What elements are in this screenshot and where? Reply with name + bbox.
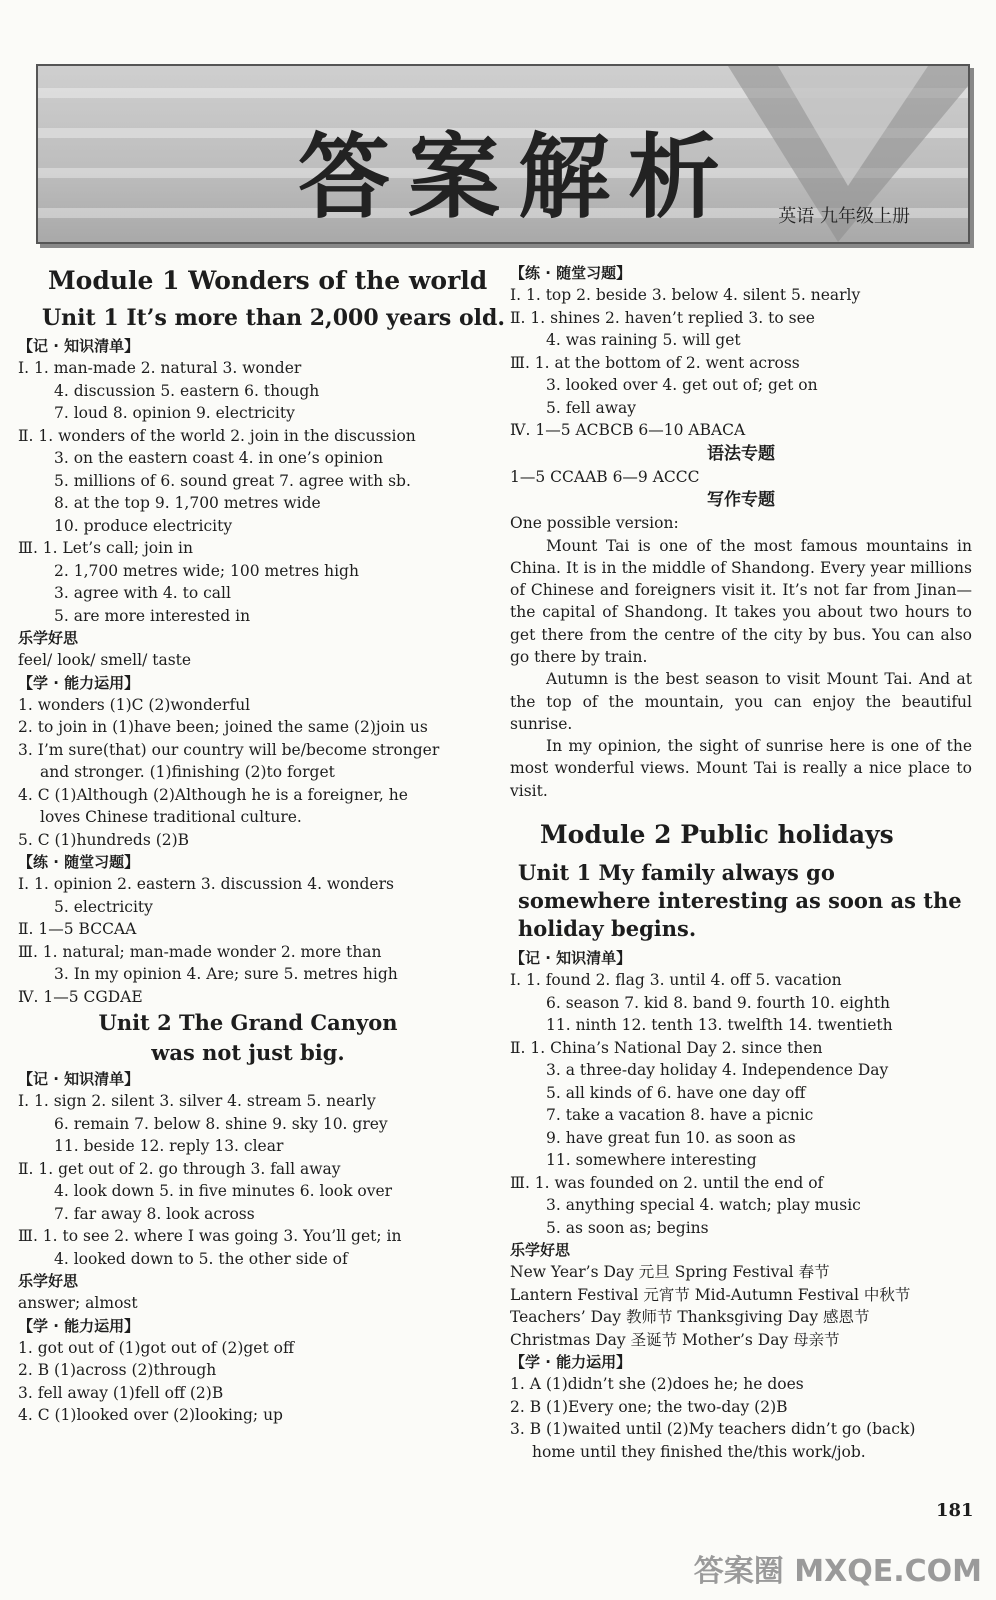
unit-heading: Unit 2 The Grand Canyon [98, 1010, 398, 1035]
answer-line: New Year’s Day 元旦 Spring Festival 春节 [510, 1263, 830, 1282]
answer-line: 8. at the top 9. 1,700 metres wide [54, 494, 321, 512]
module-heading: Module 2 Public holidays [540, 820, 894, 850]
module-heading: Module 1 Wonders of the world [48, 266, 488, 295]
answer-line: Christmas Day 圣诞节 Mother’s Day 母亲节 [510, 1330, 840, 1349]
answer-line: 3. I’m sure(that) our country will be/become stronger [18, 740, 440, 759]
answer-line: 1. got out of (1)got out of (2)get off [18, 1338, 294, 1357]
answer-line: 4. look down 5. in five minutes 6. look over [54, 1182, 393, 1200]
watermark-logo: 答案圈 MXQE.COM [693, 1554, 982, 1589]
essay-paragraph: Autumn is the best season to visit Mount Tai. And at the top of the mountain, you can enjoy the beautiful sunrise. [510, 670, 972, 733]
essay-paragraph: In my opinion, the sight of sunrise here is one of the most wonderful views. Mount Tai is really a nice place to visit. [510, 737, 972, 800]
right-top-section [510, 262, 972, 535]
answer-line: 4. C (1)Although (2)Although he is a foreigner, he [18, 785, 408, 804]
answer-line: One possible version: [510, 514, 679, 532]
answer-line: Ⅲ. 1. was founded on 2. until the end of [510, 1173, 824, 1192]
answer-line: 3. on the eastern coast 4. in one’s opinion [54, 449, 384, 467]
book-subtitle: 英语 九年级上册 [778, 206, 910, 227]
answer-line: 1. wonders (1)C (2)wonderful [18, 695, 251, 714]
topic-heading: 写作专题 [707, 490, 775, 510]
unit-heading: Unit 1 My family always go somewhere interesting as soon as the holiday begins. [518, 860, 962, 942]
answer-line: 11. ninth 12. tenth 13. twelfth 14. twentieth [546, 1016, 893, 1035]
answer-line: 6. season 7. kid 8. band 9. fourth 10. eighth [546, 993, 891, 1012]
answer-line: Ⅱ. 1. wonders of the world 2. join in the discussion [18, 426, 416, 445]
answer-line: Ⅲ. 1. to see 2. where I was going 3. You’ll get; in [18, 1227, 402, 1245]
answer-line: Ⅲ. 1. at the bottom of 2. went across [510, 353, 800, 372]
answer-line: 5. all kinds of 6. have one day off [546, 1083, 806, 1102]
section-heading: 【学 · 能力运用】 [510, 1353, 632, 1372]
answer-line: 3. fell away (1)fell off (2)B [18, 1383, 224, 1402]
answer-line: Ⅰ. 1. top 2. beside 3. below 4. silent 5. nearly [510, 286, 861, 304]
answer-line: Ⅰ. 1. man-made 2. natural 3. wonder [18, 359, 302, 377]
answer-line: Ⅳ. 1—5 ACBCB 6—10 ABACA [510, 421, 746, 439]
answer-line: 2. B (1)Every one; the two-day (2)B [510, 1397, 788, 1416]
answer-line: 4. C (1)looked over (2)looking; up [18, 1406, 283, 1424]
topic-heading: 语法专题 [707, 443, 775, 464]
answer-line: answer; almost [18, 1294, 138, 1312]
answer-line: 7. far away 8. look across [54, 1204, 255, 1223]
answer-line: Ⅱ. 1. China’s National Day 2. since then [510, 1038, 823, 1057]
section-heading: 【记 · 知识清单】 [18, 337, 140, 355]
answer-line: 7. loud 8. opinion 9. electricity [54, 404, 295, 422]
title-banner [36, 64, 970, 244]
page-title: 答案解析 [298, 124, 739, 231]
answer-line: loves Chinese traditional culture. [40, 808, 302, 826]
answer-line: 11. beside 12. reply 13. clear [54, 1137, 284, 1155]
section-heading: 乐学好思 [18, 629, 79, 647]
answer-line: and stronger. (1)finishing (2)to forget [40, 763, 335, 781]
section-heading: 乐学好思 [18, 1272, 79, 1290]
section-heading: 【记 · 知识清单】 [18, 1070, 140, 1088]
left-column [18, 262, 506, 1427]
answer-line: 9. have great fun 10. as soon as [546, 1128, 796, 1147]
answer-line: 5. electricity [54, 897, 153, 916]
answer-line: 3. agree with 4. to call [54, 584, 231, 602]
answer-line: Ⅱ. 1. get out of 2. go through 3. fall away [18, 1159, 341, 1178]
answer-line: 5. as soon as; begins [546, 1218, 709, 1237]
answer-line: 2. to join in (1)have been; joined the same (2)join us [18, 718, 428, 736]
answer-line: 3. In my opinion 4. Are; sure 5. metres high [54, 965, 398, 983]
unit-heading: was not just big. [151, 1040, 345, 1065]
module-2-section [510, 820, 972, 1463]
answer-line: Ⅰ. 1. sign 2. silent 3. silver 4. stream 5. nearly [18, 1092, 376, 1110]
answer-line: 6. remain 7. below 8. shine 9. sky 10. grey [54, 1114, 388, 1133]
section-heading: 【学 · 能力运用】 [18, 673, 140, 692]
answer-line: 1—5 CCAAB 6—9 ACCC [510, 467, 700, 486]
answer-line: 11. somewhere interesting [546, 1151, 757, 1170]
unit-heading: Unit 1 It’s more than 2,000 years old. [42, 305, 506, 331]
answer-line: 4. looked down to 5. the other side of [54, 1249, 348, 1268]
essay-paragraph: Mount Tai is one of the most famous mountains in China. It is in the middle of Shandong. Every year millions of Chinese and foreigners visit it. It’s not far from Jinan—the capital of Shandong. It takes you about two hours to get there from the centre of the city by bus. You can also go there by train. [510, 536, 972, 666]
answer-line: Ⅲ. 1. natural; man-made wonder 2. more than [18, 942, 382, 961]
section-heading: 【练 · 随堂习题】 [18, 853, 140, 871]
answer-line: Teachers’ Day 教师节 Thanksgiving Day 感恩节 [510, 1308, 870, 1327]
answer-line: Ⅳ. 1—5 CGDAE [18, 987, 143, 1006]
answer-line: feel/ look/ smell/ taste [18, 651, 192, 669]
answer-line: 2. 1,700 metres wide; 100 metres high [54, 561, 359, 580]
section-heading: 【学 · 能力运用】 [18, 1316, 140, 1335]
answer-line: Ⅰ. 1. opinion 2. eastern 3. discussion 4. wonders [18, 875, 394, 893]
answer-line: 5. are more interested in [54, 606, 251, 625]
answer-line: 4. discussion 5. eastern 6. though [54, 381, 320, 400]
answer-line: 3. a three-day holiday 4. Independence Day [546, 1061, 889, 1080]
answer-line: 10. produce electricity [54, 516, 233, 535]
answer-line: 4. was raining 5. will get [546, 331, 741, 349]
answer-line: Ⅱ. 1. shines 2. haven’t replied 3. to see [510, 308, 815, 327]
answer-line: 5. C (1)hundreds (2)B [18, 830, 190, 849]
answer-line: 2. B (1)across (2)through [18, 1361, 217, 1379]
answer-line: Ⅱ. 1—5 BCCAA [18, 920, 137, 938]
answer-line: 1. A (1)didn’t she (2)does he; he does [510, 1375, 804, 1394]
answer-line: home until they finished the/this work/job. [532, 1442, 866, 1461]
section-heading: 【练 · 随堂习题】 [510, 264, 632, 282]
section-heading: 乐学好思 [510, 1241, 571, 1260]
right-column [510, 262, 972, 1463]
answer-line: 5. millions of 6. sound great 7. agree with sb. [54, 471, 411, 490]
essay-text [510, 535, 972, 803]
answer-line: 3. anything special 4. watch; play music [546, 1196, 861, 1215]
section-heading: 【记 · 知识清单】 [510, 949, 632, 968]
page-number: 181 [936, 1500, 974, 1521]
answer-line: Ⅰ. 1. found 2. flag 3. until 4. off 5. vacation [510, 971, 842, 990]
answer-line: 7. take a vacation 8. have a picnic [546, 1106, 814, 1125]
answer-line: Lantern Festival 元宵节 Mid-Autumn Festival 中秋节 [510, 1285, 911, 1304]
answer-line: 3. looked over 4. get out of; get on [546, 376, 818, 394]
answer-line: Ⅲ. 1. Let’s call; join in [18, 539, 193, 557]
answer-line: 5. fell away [546, 398, 636, 417]
answer-line: 3. B (1)waited until (2)My teachers didn’t go (back) [510, 1420, 916, 1439]
